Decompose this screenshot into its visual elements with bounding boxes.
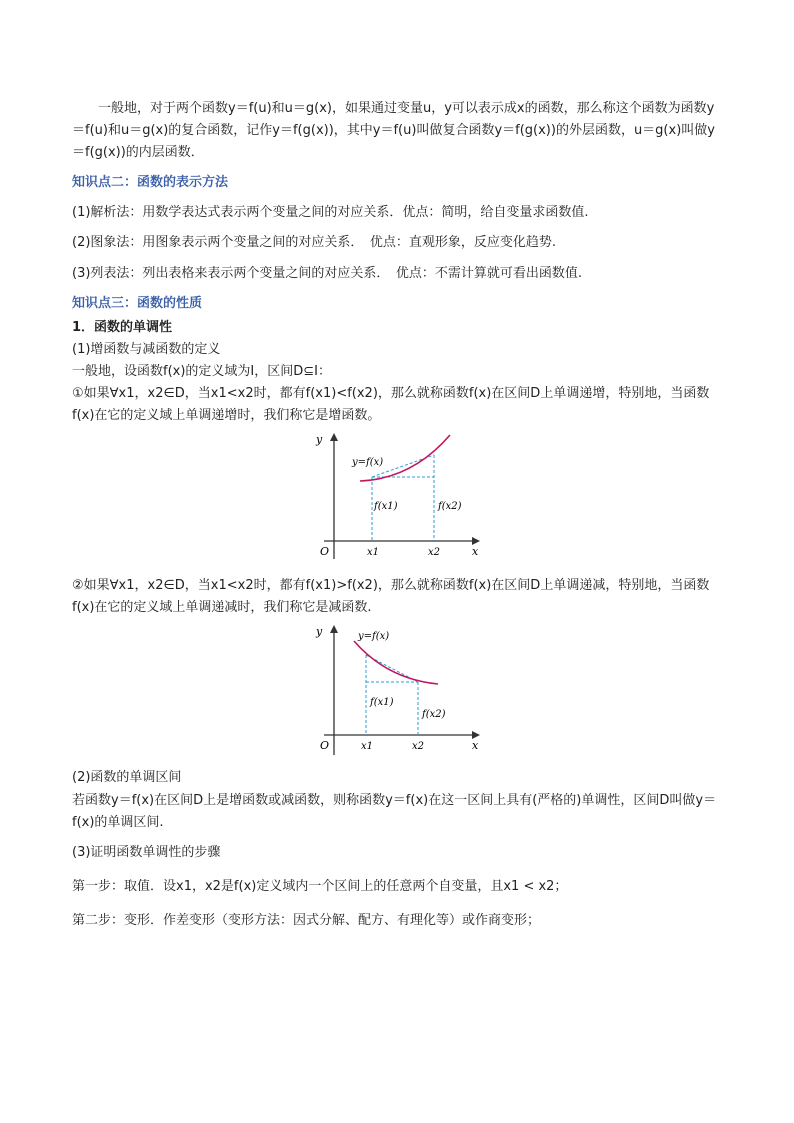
origin-label: O bbox=[320, 739, 330, 753]
guide-lines bbox=[366, 655, 418, 735]
y-axis-arrow bbox=[330, 625, 338, 633]
fx1-label: f(x1) bbox=[370, 697, 394, 709]
x-axis-arrow bbox=[472, 537, 480, 545]
x1-label: x1 bbox=[367, 547, 380, 559]
fx2-label: f(x2) bbox=[422, 709, 446, 721]
y-axis-label: y bbox=[316, 433, 323, 447]
increasing-function-figure bbox=[72, 431, 722, 571]
origin-label: O bbox=[320, 545, 330, 559]
monotonic-interval-text: 若函数y＝f(x)在区间D上是增函数或减函数，则称函数y＝f(x)在这一区间上具有(严格的)单调性，区间D叫做y＝f(x)的单调区间. bbox=[72, 792, 717, 830]
curve-label: y=f(x) bbox=[352, 457, 384, 469]
x-axis-label: x bbox=[472, 545, 479, 559]
proof-step-2: 第二步：变形．作差变形（变形方法：因式分解、配方、有理化等）或作商变形； bbox=[72, 912, 541, 928]
fx1-label: f(x1) bbox=[374, 501, 398, 513]
curve-label: y=f(x) bbox=[358, 631, 390, 643]
x-axis-label: x bbox=[472, 739, 479, 753]
kp2-item-3: (3)列表法：列出表格来表示两个变量之间的对应关系． 优点：不需计算就可看出函数值. bbox=[72, 265, 583, 281]
proof-step-1: 第一步：取值．设x1，x2是f(x)定义域内一个区间上的任意两个自变量，且x1 < x2； bbox=[72, 878, 568, 894]
y-axis-arrow bbox=[330, 433, 338, 441]
decreasing-function-figure bbox=[72, 623, 722, 763]
decreasing-curve bbox=[354, 641, 438, 684]
x2-label: x2 bbox=[428, 547, 441, 559]
monotonicity-heading: 1．函数的单调性 bbox=[72, 319, 173, 335]
kp2-item-1: (1)解析法：用数学表达式表示两个变量之间的对应关系．优点：简明，给自变量求函数值. bbox=[72, 205, 589, 221]
definition-heading: (1)增函数与减函数的定义 bbox=[72, 341, 221, 357]
kp2-item-2: (2)图象法：用图象表示两个变量之间的对应关系． 优点：直观形象，反应变化趋势. bbox=[72, 235, 557, 251]
definition-intro: 一般地，设函数f(x)的定义域为I，区间D⊆I： bbox=[72, 363, 331, 379]
composite-function-paragraph: 一般地，对于两个函数y＝f(u)和u＝g(x)，如果通过变量u，y可以表示成x的函数，那么称这个函数为函数y＝f(u)和u＝g(x)的复合函数，记作y＝f(g(x))，其中y＝f(u)叫做复合函数y＝f(g(x))的外层函数，u＝g(x)叫做y＝f(g(x))的内层函数． bbox=[72, 101, 715, 161]
y-axis-label: y bbox=[316, 625, 323, 639]
proof-steps-heading: (3)证明函数单调性的步骤 bbox=[72, 844, 221, 860]
kp2-heading: 知识点二：函数的表示方法 bbox=[72, 175, 229, 191]
decreasing-definition: ②如果∀x1，x2∈D，当x1<x2时，都有f(x1)>f(x2)，那么就称函数f(x)在区间D上单调递减，特别地，当函数f(x)在它的定义域上单调递减时，我们称它是减函数. bbox=[72, 578, 710, 616]
x1-label: x1 bbox=[361, 741, 374, 753]
increasing-graph bbox=[312, 431, 482, 571]
decreasing-graph bbox=[312, 623, 482, 763]
x-axis-arrow bbox=[472, 731, 480, 739]
kp3-heading: 知识点三：函数的性质 bbox=[72, 295, 203, 311]
content-body bbox=[72, 98, 722, 932]
monotonic-interval-heading: (2)函数的单调区间 bbox=[72, 770, 182, 786]
increasing-definition: ①如果∀x1，x2∈D，当x1<x2时，都有f(x1)<f(x2)，那么就称函数f(x)在区间D上单调递增，特别地，当函数f(x)在它的定义域上单调递增时，我们称它是增函数。 bbox=[72, 386, 710, 424]
x2-label: x2 bbox=[412, 741, 425, 753]
fx2-label: f(x2) bbox=[438, 501, 462, 513]
